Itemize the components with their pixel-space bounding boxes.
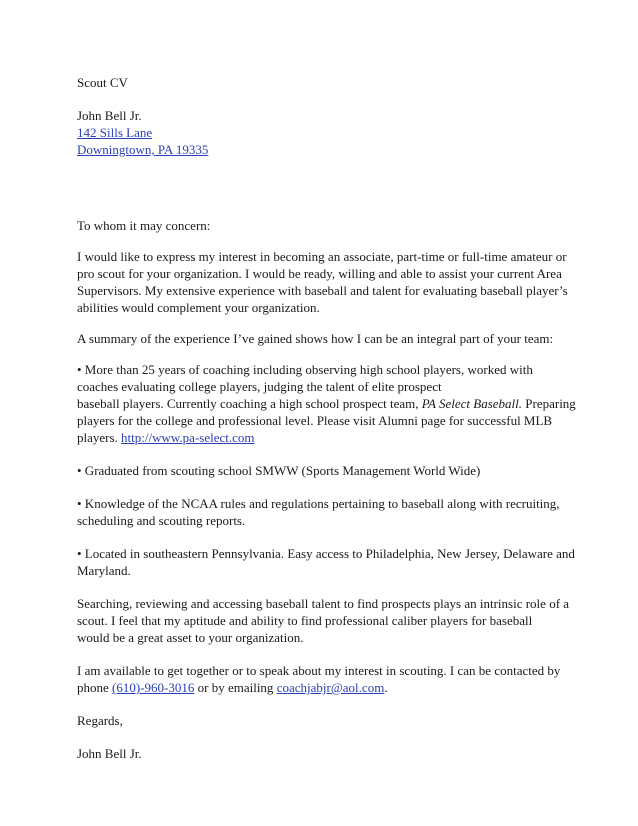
closing-line: scout. I feel that my aptitude and ability to find professional caliber players for baseball — [77, 613, 533, 628]
spacer — [77, 479, 567, 495]
team-name: PA Select Baseball. — [421, 396, 523, 411]
spacer — [77, 347, 567, 361]
bullet-ncaa-knowledge — [77, 495, 567, 529]
contact-line: I am available to get together or to speak about my interest in scouting. I can be contacted by — [77, 663, 561, 678]
bullet-line: scheduling and scouting reports. — [77, 513, 246, 528]
spacer — [77, 696, 567, 712]
bullet-scouting-school: • Graduated from scouting school SMWW (Sports Management World Wide) — [77, 463, 481, 478]
intro-line: Supervisors. My extensive experience with baseball and talent for evaluating baseball player’s — [77, 283, 568, 298]
spacer — [77, 579, 567, 595]
bullet-line: • Knowledge of the NCAA rules and regulations pertaining to baseball along with recruiting, — [77, 496, 560, 511]
bullet-line — [77, 429, 567, 446]
spacer — [77, 234, 567, 248]
bullet-line: • Located in southeastern Pennsylvania. Easy access to Philadelphia, New Jersey, Delaware and — [77, 546, 575, 561]
sender-city-link[interactable]: Downingtown, PA 19335 — [77, 142, 209, 157]
spacer — [77, 316, 567, 330]
bullet-text: baseball players. Currently coaching a high school prospect team, — [77, 396, 422, 411]
closing-line: Searching, reviewing and accessing baseball talent to find prospects plays an intrinsic role of a — [77, 596, 570, 611]
bullet-line: Maryland. — [77, 563, 131, 578]
contact-text: or by emailing — [194, 680, 277, 695]
bullet-location — [77, 545, 575, 579]
intro-line: pro scout for your organization. I would be ready, willing and able to assist your current Area — [77, 266, 562, 281]
cover-letter — [77, 74, 576, 762]
spacer — [77, 529, 567, 545]
bullet-text: Preparing — [522, 396, 576, 411]
contact-text: . — [384, 680, 388, 695]
closing-paragraph — [77, 595, 570, 646]
bullet-text: players. — [77, 430, 122, 445]
sender-street-link[interactable]: 142 Sills Lane — [77, 125, 153, 140]
website-link[interactable]: http://www.pa-select.com — [121, 430, 255, 445]
summary-intro: A summary of the experience I’ve gained shows how I can be an integral part of your team: — [77, 331, 554, 346]
intro-line: abilities would complement your organization. — [77, 300, 320, 315]
spacer — [77, 158, 567, 217]
bullet-line: players for the college and professional level. Please visit Alumni page for successful MLB — [77, 413, 553, 428]
spacer — [77, 446, 567, 462]
signature-name: John Bell Jr. — [77, 746, 142, 761]
bullet-line: coaches evaluating college players, judging the talent of elite prospect — [77, 379, 442, 394]
spacer — [77, 729, 567, 745]
intro-line: I would like to express my interest in becoming an associate, part-time or full-time amateur or — [77, 249, 567, 264]
bullet-coaching-experience — [77, 361, 576, 446]
spacer — [77, 91, 567, 107]
email-link[interactable]: coachjabjr@aol.com — [276, 680, 385, 695]
signoff: Regards, — [77, 713, 123, 728]
phone-link[interactable]: (610)-960-3016 — [112, 680, 195, 695]
document-title: Scout CV — [77, 75, 128, 90]
contact-line — [77, 679, 567, 696]
bullet-line: • More than 25 years of coaching including observing high school players, worked with — [77, 362, 533, 377]
salutation: To whom it may concern: — [77, 218, 211, 233]
contact-paragraph — [77, 662, 567, 696]
bullet-line — [77, 395, 576, 412]
sender-name: John Bell Jr. — [77, 108, 142, 123]
spacer — [77, 646, 567, 662]
intro-paragraph — [77, 248, 567, 316]
closing-line: would be a great asset to your organization. — [77, 630, 304, 645]
contact-text: phone — [77, 680, 113, 695]
